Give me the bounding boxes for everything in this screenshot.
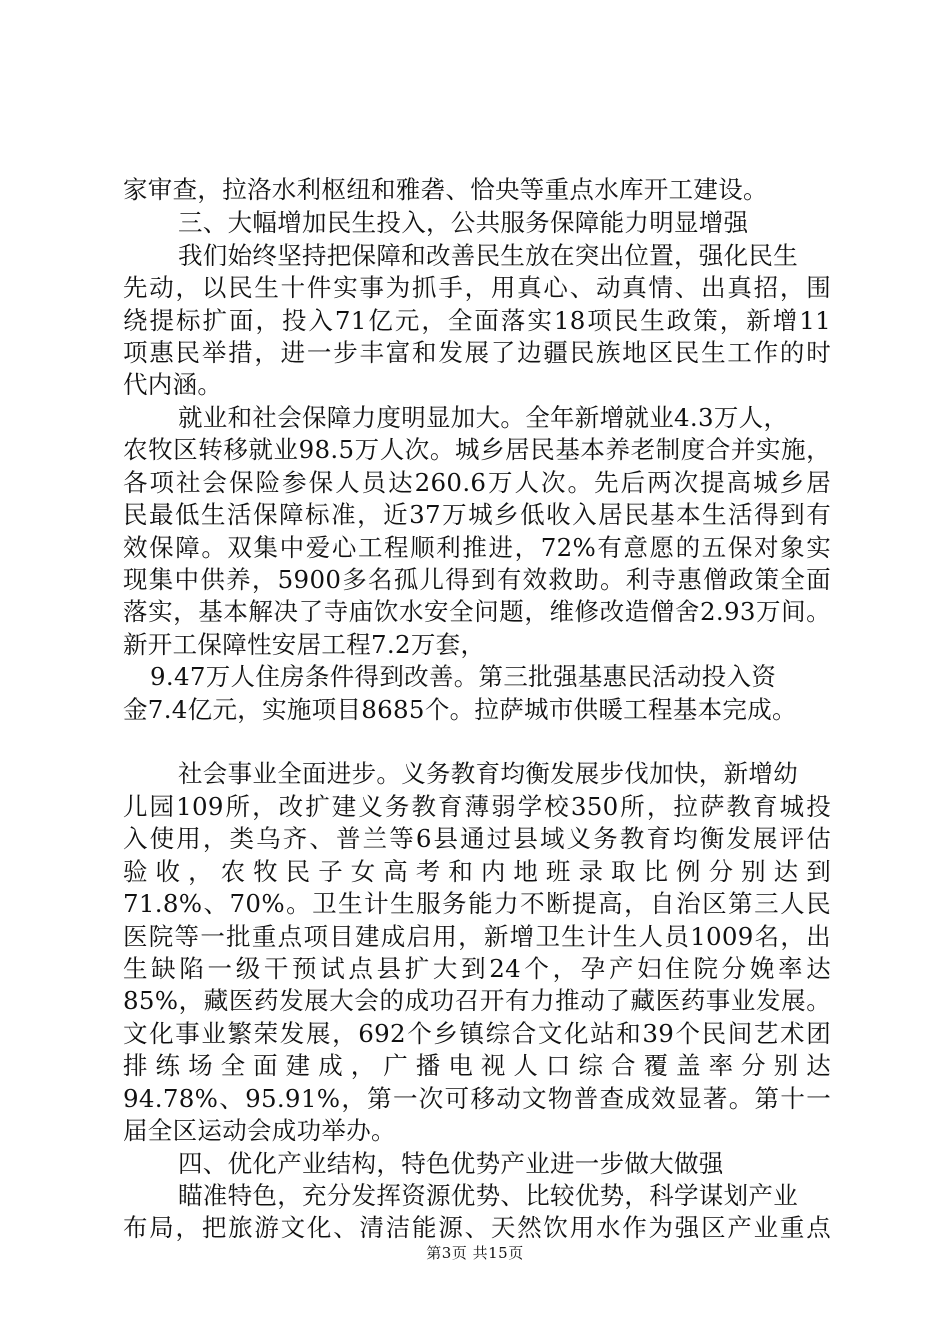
section-heading: 三、大幅增加民生投入，公共服务保障能力明显增强 <box>178 208 749 237</box>
text-line: 85%，藏医药发展大会的成功召开有力推动了藏医药事业发展。 <box>123 986 831 1015</box>
text-line: 落实，基本解决了寺庙饮水安全问题，维修改造僧舍2.93万间。 <box>123 597 831 626</box>
text-line: 现集中供养，5900多名孤儿得到有效救助。利寺惠僧政策全面 <box>123 565 831 594</box>
text-line: 社会事业全面进步。义务教育均衡发展步伐加快，新增幼 <box>178 759 798 788</box>
text-line: 农牧区转移就业98.5万人次。城乡居民基本养老制度合并实施， <box>123 435 831 464</box>
text-line: 绕提标扩面，投入71亿元，全面落实18项民生政策，新增11 <box>123 306 831 335</box>
text-line: 金7.4亿元，实施项目8685个。拉萨城市供暖工程基本完成。 <box>123 695 797 724</box>
text-line: 布局，把旅游文化、清洁能源、天然饮用水作为强区产业重点 <box>123 1213 831 1242</box>
text-line: 文化事业繁荣发展，692个乡镇综合文化站和39个民间艺术团 <box>123 1019 831 1048</box>
text-line: 我们始终坚持把保障和改善民生放在突出位置，强化民生 <box>178 241 798 270</box>
text-line: 瞄准特色，充分发挥资源优势、比较优势，科学谋划产业 <box>178 1181 798 1210</box>
text-line: 代内涵。 <box>123 370 223 399</box>
text-line: 各项社会保险参保人员达260.6万人次。先后两次提高城乡居 <box>123 468 831 497</box>
text-line: 先动，以民生十件实事为抓手，用真心、动真情、出真招，围 <box>123 273 831 302</box>
text-line: 94.78%、95.91%，第一次可移动文物普查成效显著。第十一 <box>123 1084 831 1113</box>
text-line: 生缺陷一级干预试点县扩大到24个，孕产妇住院分娩率达 <box>123 954 831 983</box>
text-line: 71.8%、70%。卫生计生服务能力不断提高，自治区第三人民 <box>123 889 831 918</box>
text-line: 届全区运动会成功举办。 <box>123 1116 396 1145</box>
text-line: 就业和社会保障力度明显加大。全年新增就业4.3万人， <box>178 403 789 432</box>
text-line: 家审查，拉洛水利枢纽和雅砻、恰央等重点水库开工建设。 <box>123 175 768 204</box>
text-line: 9.47万人住房条件得到改善。第三批强基惠民活动投入资 <box>150 662 777 691</box>
section-heading: 四、优化产业结构，特色优势产业进一步做大做强 <box>178 1149 724 1178</box>
page-footer: 第3页 共15页 <box>426 1244 524 1262</box>
text-line: 效保障。双集中爱心工程顺利推进，72%有意愿的五保对象实 <box>123 533 831 562</box>
text-line: 入使用，类乌齐、普兰等6县通过县域义务教育均衡发展评估 <box>123 824 831 853</box>
text-line: 项惠民举措，进一步丰富和发展了边疆民族地区民生工作的时 <box>123 338 831 367</box>
text-line: 新开工保障性安居工程7.2万套， <box>123 630 486 659</box>
text-line: 医院等一批重点项目建成启用，新增卫生计生人员1009名，出 <box>123 922 831 951</box>
text-line: 民最低生活保障标准，近37万城乡低收入居民基本生活得到有 <box>123 500 831 529</box>
text-line: 验收，农牧民子女高考和内地班录取比例分别达到 <box>123 857 831 886</box>
text-line: 儿园109所，改扩建义务教育薄弱学校350所，拉萨教育城投 <box>123 792 831 821</box>
text-line: 排练场全面建成，广播电视人口综合覆盖率分别达 <box>123 1051 831 1080</box>
